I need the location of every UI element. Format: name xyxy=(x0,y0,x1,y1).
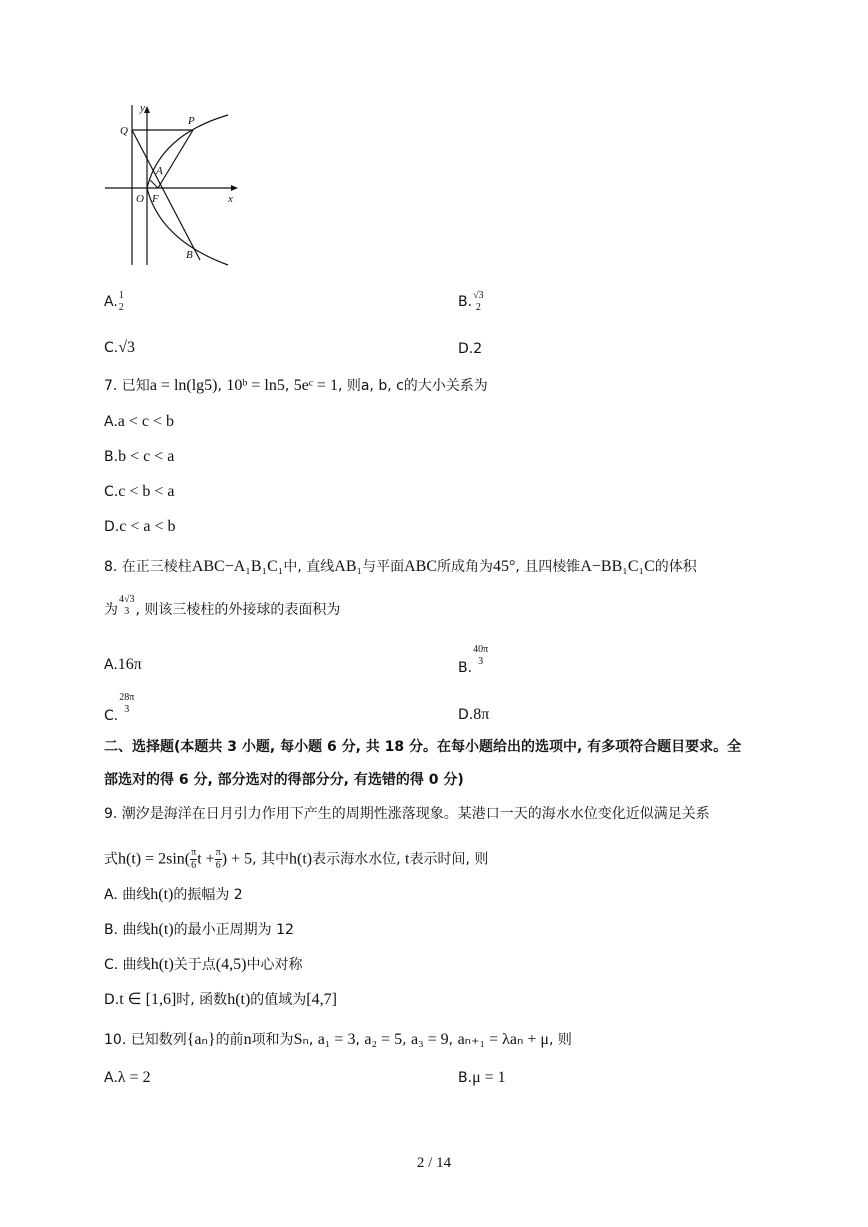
q9-func-mid: t + xyxy=(197,850,215,868)
q8-b-prefix: B. xyxy=(458,660,473,676)
q7-c-text: c < b < a xyxy=(118,483,175,500)
q8-line: AB₁ xyxy=(334,558,363,575)
q8-stem-pre: 8. 在正三棱柱 xyxy=(104,559,192,575)
q7-d-prefix: D. xyxy=(104,519,120,535)
q9-frac2 xyxy=(215,847,222,872)
q7-sep1: , xyxy=(217,378,222,394)
q10-sep1: , xyxy=(308,1032,314,1048)
q6-b-den: 2 xyxy=(475,302,481,313)
q8-stem-line1 xyxy=(104,557,697,577)
q7-c-prefix: C. xyxy=(104,484,119,500)
q9-option-d[interactable] xyxy=(104,990,337,1010)
q8-option-d[interactable] xyxy=(458,705,489,725)
q8-c-prefix: C. xyxy=(104,708,119,724)
q8-option-c[interactable] xyxy=(104,692,135,726)
q10-stem-pre: 10. 已知数列 xyxy=(104,1032,187,1048)
q9-func-post: ) + 5 xyxy=(221,850,253,868)
q8-option-a[interactable] xyxy=(104,655,142,675)
q8-d-prefix: D. xyxy=(458,707,474,723)
q9-line2-pre: 式 xyxy=(104,851,118,868)
q9-a-h: h(t) xyxy=(150,886,174,903)
label-F: F xyxy=(152,193,159,205)
q9-c-h: h(t) xyxy=(150,956,174,973)
q9-f1-num: π xyxy=(191,847,197,858)
q8-b-den: 3 xyxy=(478,656,484,667)
q8-stem-mid3: 所成角为 xyxy=(437,559,493,575)
parabola-figure xyxy=(100,100,245,270)
q9-d-t: t ∈ [1,6] xyxy=(119,991,177,1008)
q10-b-value: μ = 1 xyxy=(472,1069,506,1086)
q6-a-fraction xyxy=(118,290,125,314)
q9-c-mid: 关于点 xyxy=(173,957,216,973)
q10-stem-mid2: 项和为 xyxy=(251,1032,294,1048)
q9-c-post: 中心对称 xyxy=(246,957,303,973)
q9-f2-num: π xyxy=(215,847,221,858)
q10-sep3: , xyxy=(402,1032,407,1048)
q9-line2-post3: 表示时间, 则 xyxy=(409,851,489,868)
q8-b-fraction xyxy=(472,644,489,668)
label-Q: Q xyxy=(120,125,128,137)
y-axis-arrow xyxy=(144,106,150,113)
q8-pyramid: A−BB₁C₁C xyxy=(580,558,655,575)
q7-a-prefix: A. xyxy=(104,414,118,430)
label-B: B xyxy=(186,249,193,261)
q10-a2: a₂ = 5 xyxy=(364,1031,403,1048)
q8-angle: 45° xyxy=(493,558,516,575)
q9-b-pre: B. 曲线 xyxy=(104,922,151,938)
q7-eq-b: 10ᵇ = ln5 xyxy=(226,377,285,394)
q9-stem-line2 xyxy=(104,847,488,872)
q7-stem-pre: 7. 已知 xyxy=(104,378,150,394)
q9-option-a[interactable] xyxy=(104,885,243,905)
q8-option-b[interactable] xyxy=(458,644,489,678)
q10-a-prefix: A. xyxy=(104,1070,118,1086)
q9-c-pre: C. 曲线 xyxy=(104,957,151,973)
q8-vol-den: 3 xyxy=(124,606,130,617)
q9-func-pre: h(t) = 2sin( xyxy=(118,850,191,868)
q6-option-c[interactable] xyxy=(104,338,135,358)
q10-option-b[interactable] xyxy=(458,1068,506,1088)
q7-stem xyxy=(104,376,488,396)
q10-a3: a₃ = 9 xyxy=(410,1031,449,1048)
q8-d-value: 8π xyxy=(473,706,490,723)
q10-sep4: , xyxy=(448,1032,454,1048)
q10-recurrence: aₙ₊₁ = λaₙ + μ xyxy=(457,1031,549,1048)
q8-volume-fraction xyxy=(118,594,136,618)
q10-stem-post: , 则 xyxy=(548,1032,572,1048)
q9-d-mid2: 的值域为 xyxy=(250,992,307,1008)
q7-eq-c: 5eᶜ = 1 xyxy=(293,377,338,394)
q10-n: n xyxy=(243,1031,252,1048)
q10-S: Sₙ xyxy=(293,1031,309,1048)
q9-a-pre: A. 曲线 xyxy=(104,887,151,903)
q6-b-prefix: B. xyxy=(458,294,473,310)
parabola-curve xyxy=(147,115,228,265)
q8-plane: ABC xyxy=(404,558,437,575)
q8-stem-mid4: , 且四棱锥 xyxy=(515,559,581,575)
q8-vol-num: 4√3 xyxy=(119,594,135,605)
q9-stem-line1: 9. 潮汐是海洋在日月引力作用下产生的周期性涨落现象。某港口一天的海水水位变化近似满足关系 xyxy=(104,806,710,822)
q9-d-range: [4,7] xyxy=(306,991,337,1008)
q6-a-prefix: A. xyxy=(104,294,118,310)
q7-option-d[interactable] xyxy=(104,517,175,537)
label-A: A xyxy=(156,165,163,177)
q6-a-num: 1 xyxy=(118,290,124,301)
q6-option-a[interactable] xyxy=(104,290,125,314)
q8-stem-mid5: 的体积 xyxy=(654,559,697,575)
segment-PF xyxy=(158,130,193,188)
q7-d-text: c < a < b xyxy=(119,518,176,535)
q7-b-prefix: B. xyxy=(104,449,119,465)
segment-FA xyxy=(150,180,158,188)
q8-c-num: 28π xyxy=(119,692,135,703)
section2-line2: 部选对的得 6 分, 部分选对的得部分分, 有选错的得 0 分) xyxy=(104,772,464,788)
q10-option-a[interactable] xyxy=(104,1068,151,1088)
q10-sep2: , xyxy=(355,1032,360,1048)
label-y: y xyxy=(140,102,145,114)
q8-line2-post: , 则该三棱柱的外接球的表面积为 xyxy=(135,602,341,618)
q9-d-pre: D. xyxy=(104,992,120,1008)
q10-stem xyxy=(104,1030,572,1050)
q10-stem-mid1: 的前 xyxy=(215,1032,244,1048)
q9-b-h: h(t) xyxy=(150,921,174,938)
q7-eq-a: a = ln(lg5) xyxy=(149,377,218,394)
q8-a-prefix: A. xyxy=(104,657,118,673)
q6-option-d[interactable] xyxy=(458,339,482,359)
label-x: x xyxy=(228,193,233,205)
label-O: O xyxy=(136,193,144,205)
q7-stem-post: , 则a, b, c的大小关系为 xyxy=(337,378,488,394)
q9-a-post: 的振幅为 2 xyxy=(173,887,243,903)
q9-t: t xyxy=(405,850,410,868)
q6-a-den: 2 xyxy=(118,302,124,313)
x-axis-arrow xyxy=(231,185,238,191)
q8-prism: ABC−A₁B₁C₁ xyxy=(191,558,284,575)
q6-d-label: D.2 xyxy=(458,341,483,357)
q9-b-post: 的最小正周期为 12 xyxy=(173,922,294,938)
q6-option-b[interactable] xyxy=(458,290,485,314)
label-P: P xyxy=(188,115,195,127)
q8-b-num: 40π xyxy=(473,644,489,655)
q9-line2-post1: , 其中 xyxy=(252,851,289,868)
q8-c-fraction xyxy=(118,692,135,716)
q6-c-value: √3 xyxy=(118,339,136,356)
page-number: 2 / 14 xyxy=(416,1155,452,1171)
q10-seq: {aₙ} xyxy=(186,1031,216,1048)
q6-c-prefix: C. xyxy=(104,340,119,356)
q7-a-text: a < c < b xyxy=(117,413,175,430)
q8-a-value: 16π xyxy=(117,656,142,673)
q7-option-c[interactable] xyxy=(104,482,174,502)
q6-b-fraction xyxy=(472,290,485,314)
q8-stem-mid2: 与平面 xyxy=(362,559,405,575)
q9-f2-den: 6 xyxy=(215,860,221,871)
q8-c-den: 3 xyxy=(124,704,130,715)
section2-line1: 二、选择题(本题共 3 小题, 每小题 6 分, 共 18 分。在每小题给出的选项中, 有多项符合题目要求。全 xyxy=(104,739,742,755)
q10-a1: a₁ = 3 xyxy=(317,1031,356,1048)
q9-line2-post2: 表示海水水位, xyxy=(312,851,405,868)
q7-b-text: b < c < a xyxy=(118,448,175,465)
q7-option-b[interactable] xyxy=(104,447,174,467)
q9-d-mid: 时, 函数 xyxy=(176,992,228,1008)
q8-stem-line2 xyxy=(104,594,340,620)
q9-d-h: h(t) xyxy=(227,991,251,1008)
q7-option-a[interactable] xyxy=(104,412,174,432)
q10-b-prefix: B. xyxy=(458,1070,473,1086)
q9-h: h(t) xyxy=(288,850,313,868)
q7-sep2: , xyxy=(284,378,290,394)
q8-stem-mid1: 中, 直线 xyxy=(283,559,335,575)
q6-b-num: √3 xyxy=(473,290,484,301)
q9-f1-den: 6 xyxy=(191,860,197,871)
q9-option-b[interactable] xyxy=(104,920,294,940)
q10-a-value: λ = 2 xyxy=(117,1069,151,1086)
q9-option-c[interactable] xyxy=(104,955,302,975)
q8-line2-pre: 为 xyxy=(104,602,118,618)
q9-c-point: (4,5) xyxy=(215,956,247,973)
